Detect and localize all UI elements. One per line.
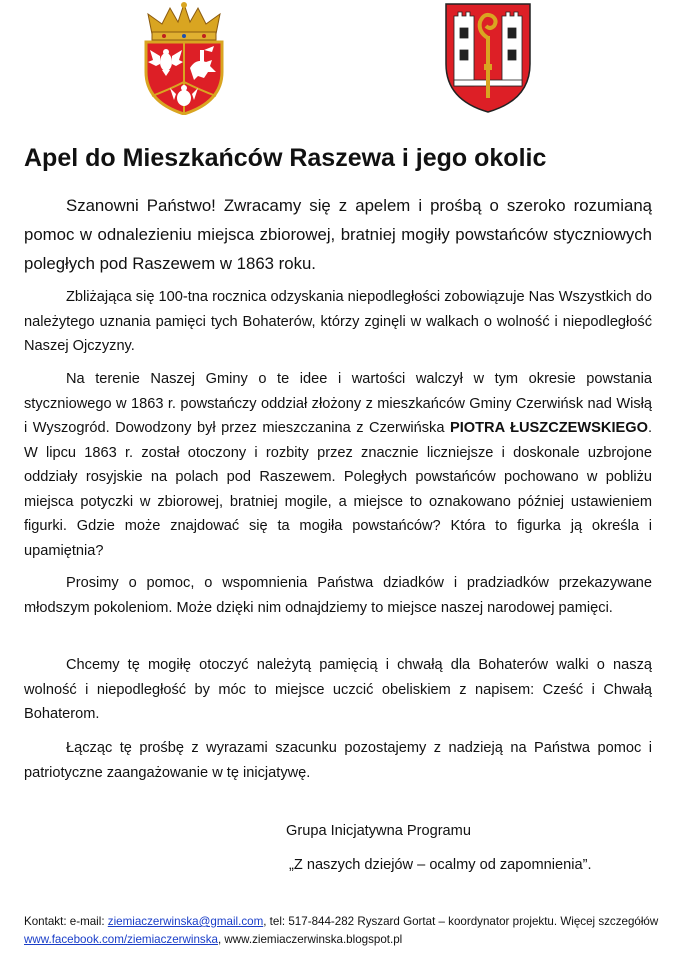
request-paragraph: Prosimy o pomoc, o wspomnienia Państwa dziadków i pradziadków przekazywane młodszym pokoleniom. Może dzięki nim odnajdziemy to miejsce naszej narodowej pamięci.: [24, 575, 652, 616]
commander-name: PIOTRA ŁUSZCZEWSKIEGO: [450, 420, 648, 436]
history-paragraph: [24, 367, 652, 563]
intro-paragraph: Szanowni Państwo! Zwracamy się z apelem i prośbą o szeroko rozumianą pomoc w odnalezieniu miejsca zbiorowej, bratniej mogiły powstańców styczniowych poległych pod Raszewem w 1863 roku.: [24, 196, 652, 273]
commonwealth-coat-of-arms-icon: [138, 2, 230, 115]
signature-group: Grupa Inicjatywna Programu: [286, 823, 471, 839]
honor-paragraph: Chcemy tę mogiłę otoczyć należytą pamięcią i chwałą dla Bohaterów walki o naszą wolność i niepodległość by móc to miejsce uczcić obeliskiem z napisem: Cześć i Chwałą Bohaterom.: [24, 657, 652, 722]
page-title: Apel do Mieszkańców Raszewa i jego okolic: [24, 144, 547, 172]
contact-footer: [24, 913, 664, 949]
tower-icon: [454, 12, 474, 86]
blog-address: www.ziemiaczerwinska.blogspot.pl: [224, 933, 403, 946]
tower-icon: [502, 12, 522, 86]
phone-text: , tel: 517-844-282 Ryszard Gortat – koordynator projektu. Więcej szczegółów: [263, 915, 659, 928]
crown-icon: [148, 2, 220, 40]
facebook-link[interactable]: www.facebook.com/ziemiaczerwinska: [24, 933, 218, 946]
footer-separator: ,: [217, 933, 225, 946]
czerwinsk-coat-of-arms-icon: [442, 2, 534, 114]
contact-label: Kontakt: e-mail:: [24, 915, 108, 928]
email-link[interactable]: ziemiaczerwinska@gmail.com: [107, 915, 264, 928]
history-text-part2: . W lipcu 1863 r. został otoczony i rozbity przez znacznie liczniejsze i doskonale uzbrojone oddziały rosyjskie na polach pod Raszewem. Poległych powstańców pochowano w pobliżu miejsca potyczki w zbiorowej, bratniej mogile, a miejsce to oznakowano później ustawieniem figurki. Gdzie może znajdować się ta mogiła powstańców? Która to figurka ją określa i upamiętnia?: [24, 420, 652, 559]
history-text-part1: Na terenie Naszej Gminy o te idee i wartości walczył w tym okresie powstania styczniowego w 1863 r. powstańczy oddział złożony z mieszkańców Gminy Czerwińsk nad Wisłą i Wyszogród. Dowodzony był przez mieszczanina z Czerwińska: [24, 371, 652, 436]
anniversary-paragraph: Zbliżająca się 100-tna rocznica odzyskania niepodległości zobowiązuje Nas Wszystkich do należytego uznania pamięci tych Bohaterów, którzy zginęli w walkach o wolność i niepodległość Naszej Ojczyzny.: [24, 289, 652, 354]
signature-program-name: „Z naszych dziejów – ocalmy od zapomnienia”.: [289, 857, 592, 873]
closing-paragraph: Łącząc tę prośbę z wyrazami szacunku pozostajemy z nadzieją na Państwa pomoc i patriotyczne zaangażowanie w tę inicjatywę.: [24, 740, 652, 781]
